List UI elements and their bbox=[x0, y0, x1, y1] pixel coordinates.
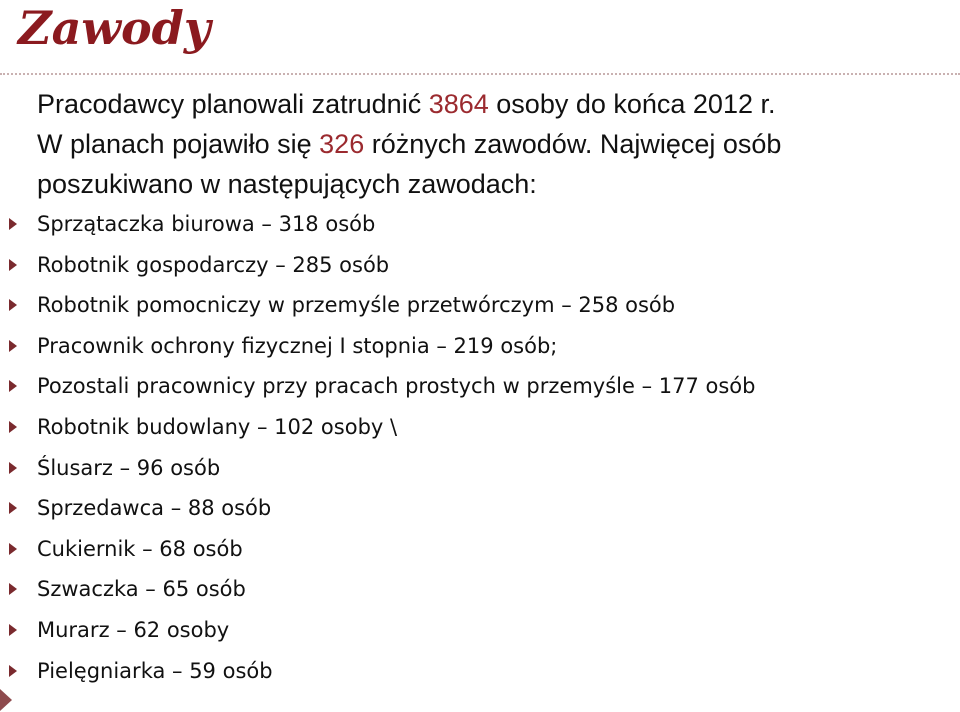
slide-title: Zawody bbox=[18, 1, 211, 55]
triangle-right-icon bbox=[9, 624, 17, 636]
triangle-right-icon bbox=[9, 299, 17, 311]
list-item-text: Sprzedawca – 88 osób bbox=[37, 496, 272, 521]
occupation-count-number: 326 bbox=[319, 129, 365, 159]
triangle-right-icon bbox=[9, 543, 17, 555]
intro-paragraph bbox=[37, 84, 937, 204]
list-item-text: Pozostali pracownicy przy pracach prostych w przemyśle – 177 osób bbox=[37, 374, 756, 399]
triangle-right-icon bbox=[9, 502, 17, 514]
triangle-right-icon bbox=[9, 462, 17, 474]
list-item-text: Sprzątaczka biurowa – 318 osób bbox=[37, 212, 376, 236]
list-item-text: Robotnik gospodarczy – 285 osób bbox=[37, 252, 390, 277]
list-item-text: Cukiernik – 68 osób bbox=[37, 536, 243, 561]
triangle-right-icon bbox=[9, 583, 17, 595]
title-divider bbox=[0, 73, 960, 75]
list-item-text: Robotnik budowlany – 102 osoby \ bbox=[37, 414, 398, 439]
list-item-text: Robotnik pomocniczy w przemyśle przetwórczym – 258 osób bbox=[37, 293, 676, 318]
list-item-text: Pracownik ochrony fizycznej I stopnia – 219 osób; bbox=[37, 333, 558, 358]
intro-text: osoby do końca 2012 r. bbox=[488, 89, 776, 119]
intro-text: W planach pojawiło się bbox=[37, 129, 320, 159]
slide-corner-marker bbox=[0, 689, 12, 711]
intro-text: różnych zawodów. Najwięcej osób poszukiwano w następujących zawodach: bbox=[37, 129, 782, 199]
intro-text: Pracodawcy planowali zatrudnić bbox=[37, 89, 429, 119]
planned-hires-number: 3864 bbox=[428, 89, 489, 119]
triangle-right-icon bbox=[9, 421, 17, 433]
list-item-text: Murarz – 62 osoby bbox=[37, 617, 230, 642]
triangle-right-icon bbox=[9, 380, 17, 392]
list-item-text: Ślusarz – 96 osób bbox=[37, 455, 221, 480]
triangle-right-icon bbox=[9, 218, 17, 230]
triangle-right-icon bbox=[9, 340, 17, 352]
list-item-text: Pielęgniarka – 59 osób bbox=[37, 658, 273, 683]
triangle-right-icon bbox=[9, 259, 17, 271]
triangle-right-icon bbox=[9, 665, 17, 677]
list-item-text: Szwaczka – 65 osób bbox=[37, 577, 246, 602]
